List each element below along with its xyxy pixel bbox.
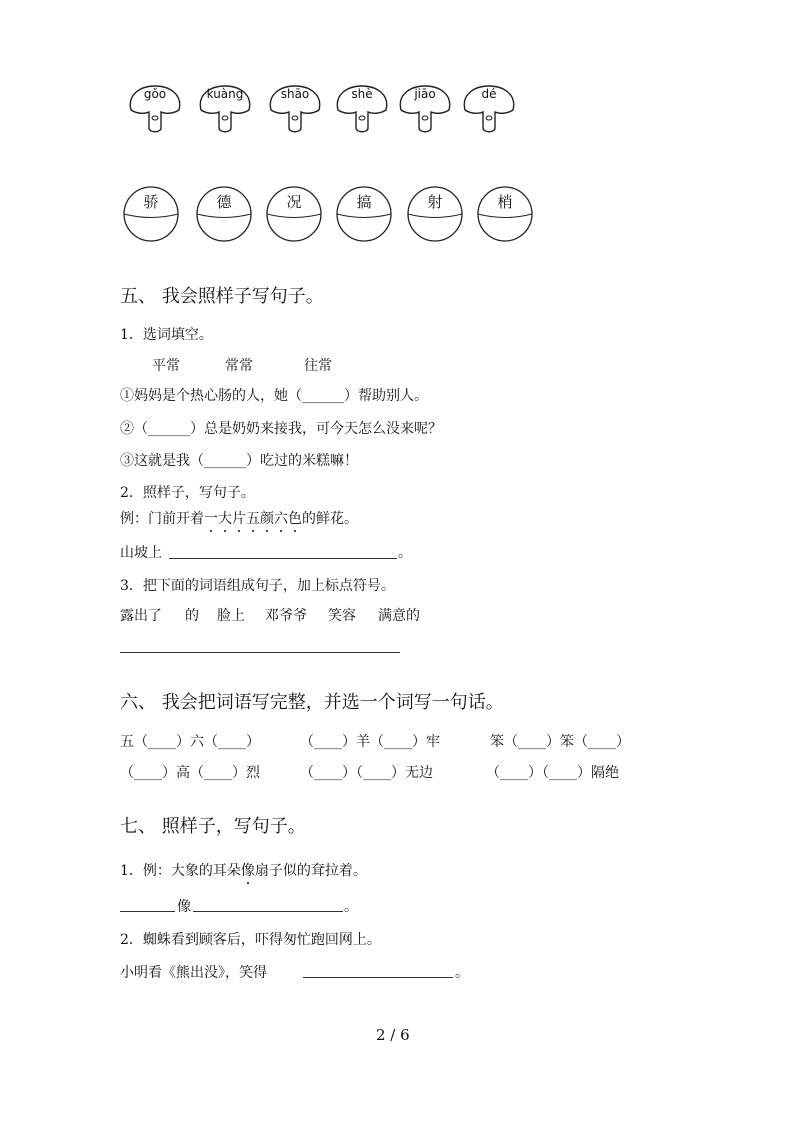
character-label: 搞	[356, 193, 372, 211]
q3-word-3: 脸上	[217, 608, 245, 624]
s7-q1-end: 。	[344, 899, 358, 915]
dotted-char: 六	[274, 508, 288, 528]
character-label: 德	[216, 193, 232, 211]
idiom-row2-2: （____）（____）无边	[300, 765, 433, 781]
pinyin-label: dé	[481, 87, 497, 101]
s5-q1-line-3: ③这就是我（______）吃过的米糕嘛！	[120, 453, 358, 469]
s5-q1-line-1: ①妈妈是个热心肠的人，她（______）帮助别人。	[120, 388, 428, 404]
idiom-row1-2: （____）羊（____）牢	[300, 734, 440, 750]
s7-q2-title: 2．蜘蛛看到顾客后，吓得匆忙跑回网上。	[120, 932, 381, 948]
example-suffix: 的鲜花。	[302, 511, 358, 527]
page-number: 2 / 6	[376, 1026, 410, 1044]
answer-line[interactable]	[193, 911, 343, 912]
dotted-char: 片	[232, 508, 246, 528]
answer-line[interactable]	[120, 652, 400, 653]
mushroom-pinyin-6	[461, 84, 517, 136]
section-seven-title: 七、 照样子，写句子。	[120, 816, 306, 837]
s5-q1-line-2: ②（______）总是奶奶来接我，可今天怎么没来呢？	[120, 421, 442, 437]
character-label: 梢	[497, 193, 513, 211]
pinyin-label: shāo	[280, 87, 310, 101]
s7-q2-start: 小明看《熊出没》，笑得	[120, 965, 267, 981]
s5-q2-end: 。	[398, 545, 412, 561]
s5-q3-title: 3．把下面的词语组成句子，加上标点符号。	[120, 578, 395, 594]
s7-q1-mid: 像	[177, 899, 191, 915]
dotted-char: 五	[246, 508, 260, 528]
answer-line[interactable]	[120, 911, 175, 912]
example-prefix: 例：门前开着	[120, 511, 204, 527]
dotted-char: 颜	[260, 508, 274, 528]
dotted-char: 一	[204, 508, 218, 528]
character-label: 骄	[143, 193, 159, 211]
s5-example-sentence	[120, 508, 358, 528]
q3-word-2: 的	[185, 608, 199, 624]
mushroom-pinyin-5	[397, 84, 453, 136]
idiom-row1-1: 五（____）六（____）	[120, 734, 260, 750]
dotted-char: 色	[288, 508, 302, 528]
answer-line[interactable]	[303, 977, 453, 978]
word-option-1: 平常	[152, 358, 180, 374]
s7-q1-suffix: 扇子似的耷拉着。	[254, 863, 367, 879]
idiom-row2-1: （____）高（____）烈	[120, 765, 260, 781]
s7-q1-example	[120, 860, 367, 880]
word-option-2: 常常	[225, 358, 253, 374]
section-five-title: 五、 我会照样子写句子。	[120, 286, 324, 307]
pinyin-label: shè	[351, 87, 373, 101]
idiom-row1-3: 笨（____）笨（____）	[490, 734, 630, 750]
mushroom-pinyin-2	[197, 84, 253, 136]
q3-word-1: 露出了	[120, 608, 162, 624]
pinyin-label: jiāo	[414, 87, 436, 101]
q3-word-4: 邓爷爷	[265, 608, 307, 624]
pinyin-label: kuàng	[206, 87, 244, 101]
ball-char-2	[195, 185, 253, 243]
idiom-row2-3: （____）（____）隔绝	[486, 765, 619, 781]
q3-word-5: 笑容	[328, 608, 356, 624]
word-option-3: 往常	[304, 358, 332, 374]
q3-word-6: 满意的	[378, 608, 420, 624]
section-six-title: 六、 我会把词语写完整，并选一个词写一句话。	[120, 692, 504, 713]
s5-q2-title: 2．照样子，写句子。	[120, 485, 255, 501]
character-label: 射	[427, 193, 443, 211]
ball-char-3	[265, 185, 323, 243]
s7-q2-end: 。	[455, 965, 469, 981]
s5-q1-title: 1．选词填空。	[120, 327, 213, 343]
s5-q2-start: 山坡上	[120, 545, 162, 561]
mushroom-pinyin-4	[334, 84, 390, 136]
mushroom-pinyin-3	[267, 84, 323, 136]
answer-line[interactable]	[169, 558, 397, 559]
ball-char-5	[406, 185, 464, 243]
dotted-char: 大	[218, 508, 232, 528]
ball-char-6	[476, 185, 534, 243]
ball-char-1	[122, 185, 180, 243]
mushroom-pinyin-1	[127, 84, 183, 136]
ball-char-4	[335, 185, 393, 243]
s7-q1-prefix: 1．例：大象的耳朵	[120, 863, 241, 879]
dotted-char: 像	[241, 860, 255, 880]
character-label: 况	[286, 193, 302, 211]
pinyin-label: gǒo	[143, 87, 167, 101]
